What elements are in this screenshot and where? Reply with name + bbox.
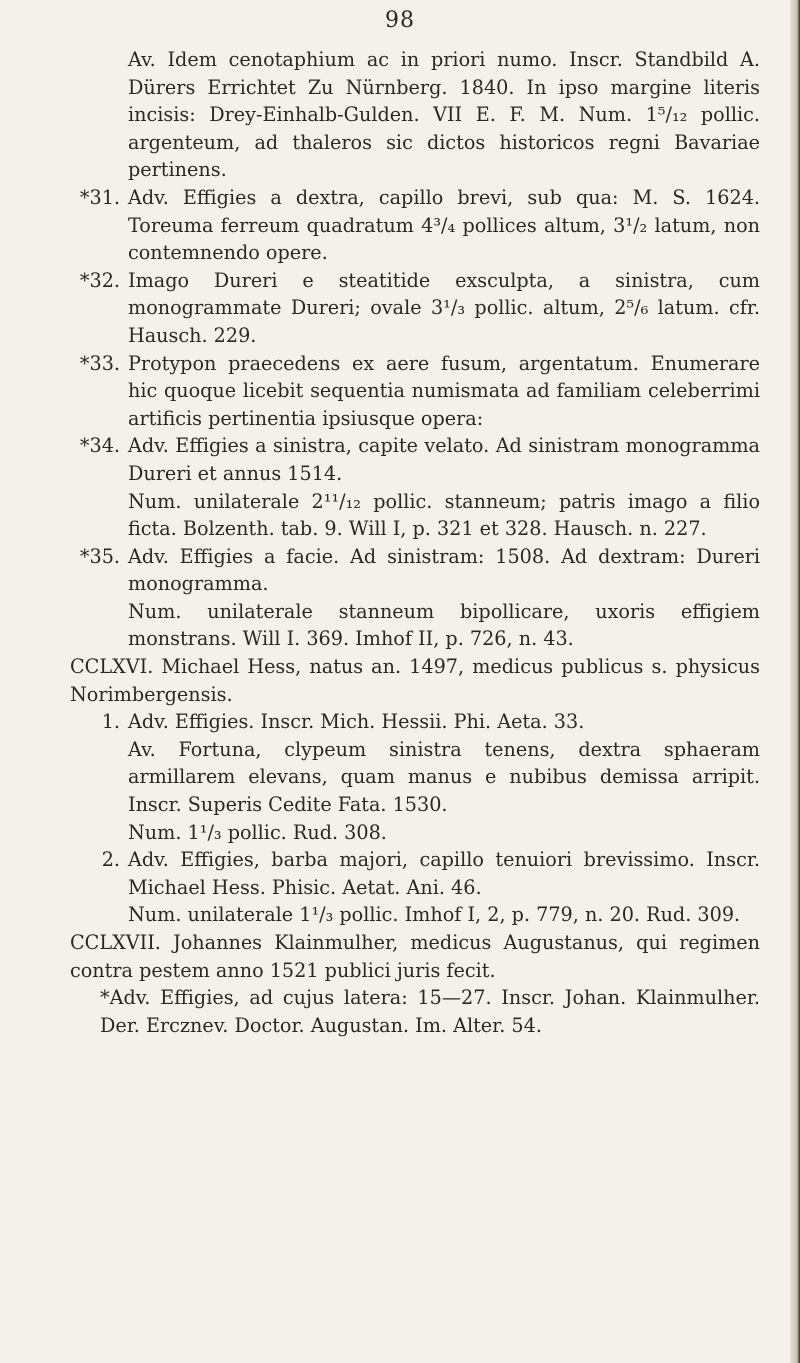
entry-number: 1. [101, 710, 120, 734]
paragraph [70, 543, 760, 598]
entry-text: Num. unilaterale 2¹¹/₁₂ pollic. stanneum; patris imago a filio ficta. Bolzenth. tab. 9. Will I, p. 321 et 328. Hausch. n. 227. [128, 489, 760, 541]
entry-number: *33. [79, 351, 120, 375]
paragraph [70, 901, 760, 929]
paragraph [70, 736, 760, 819]
entry-text: Num. 1¹/₃ pollic. Rud. 308. [128, 820, 387, 844]
entry-text: Adv. Effigies a facie. Ad sinistram: 1508. Ad dextram: Dureri monogramma. [128, 544, 760, 596]
paragraph [70, 819, 760, 847]
entry-text: Av. Idem cenotaphium ac in priori numo. Inscr. Standbild A. Dürers Errichtet Zu Nürnberg. 1840. In ipso margine literis incisis: Drey-Einhalb-Gulden. VII E. F. M. Num. 1⁵/₁₂ pollic. argenteum, ad thaleros sic dictos historicos regni Bavariae pertinens. [128, 48, 760, 182]
paragraph [70, 184, 760, 267]
paragraph [70, 846, 760, 901]
entry-number [70, 46, 128, 184]
entry-number: *35. [79, 544, 120, 568]
entry-text: CCLXVII. Johannes Klainmulher, medicus Augustanus, qui regimen contra pestem anno 1521 publici juris fecit. [70, 931, 760, 982]
entry-number [70, 901, 128, 929]
entry-text: Num. unilaterale 1¹/₃ pollic. Imhof I, 2, p. 779, n. 20. Rud. 309. [128, 903, 741, 927]
entry-text: Adv. Effigies a sinistra, capite velato. Ad sinistram monogramma Dureri et annus 1514. [128, 434, 760, 485]
entry-text: Imago Dureri e steatitide exsculpta, a sinistra, cum monogrammate Dureri; ovale 3¹/₃ pollic. altum, 2⁵/₆ latum. cfr. Hausch. 229. [128, 268, 760, 347]
entry-number [70, 819, 128, 847]
page-edge-shadow [790, 0, 800, 1363]
entry-text: Adv. Effigies, barba majori, capillo tenuiori brevissimo. Inscr. Michael Hess. Phisic. Aetat. Ani. 46. [128, 848, 760, 899]
paragraph [70, 488, 760, 543]
paragraph [70, 708, 760, 736]
entry-text: Adv. Effigies. Inscr. Mich. Hessii. Phi. Aeta. 33. [128, 710, 585, 734]
entry-text: Av. Fortuna, clypeum sinistra tenens, dextra sphaeram armillarem elevans, quam manus e nubibus demissa arripit. Inscr. Superis Cedite Fata. 1530. [128, 737, 760, 817]
entry-text: Adv. Effigies a dextra, capillo brevi, sub qua: M. S. 1624. Toreuma ferreum quadratum 4³/₄ pollices altum, 3¹/₂ latum, non contemnendo opere. [128, 185, 760, 265]
entry-number: 2. [101, 848, 120, 872]
entry-number: *32. [79, 268, 120, 292]
section-heading [70, 929, 760, 984]
entry-text: Protypon praecedens ex aere fusum, argentatum. Enumerare hic quoque licebit sequentia numismata ad familiam celeberrimi artificis pertinentia ipsiusque opera: [128, 351, 760, 430]
entry-text: Num. unilaterale stanneum bipollicare, uxoris effigiem monstrans. Will I. 369. Imhof II, p. 726, n. 43. [128, 599, 760, 651]
entry-number [70, 736, 128, 819]
entry-text: CCLXVI. Michael Hess, natus an. 1497, medicus publicus s. physicus Norimbergensis. [70, 655, 760, 706]
page-text [70, 46, 760, 1039]
section-heading [70, 653, 760, 708]
entry-text: *Adv. Effigies, ad cujus latera: 15—27. Inscr. Johan. Klainmulher. Der. Ercznev. Doctor. Augustan. Im. Alter. 54. [100, 986, 760, 1037]
paragraph [70, 267, 760, 350]
entry-number [70, 598, 128, 653]
paragraph [70, 46, 760, 184]
paragraph [70, 984, 760, 1039]
entry-number [70, 488, 128, 543]
entry-number: *34. [79, 434, 120, 458]
paragraph [70, 432, 760, 487]
paragraph [70, 598, 760, 653]
paragraph [70, 350, 760, 433]
page-number: 98 [385, 8, 415, 33]
entry-number: *31. [79, 185, 120, 209]
